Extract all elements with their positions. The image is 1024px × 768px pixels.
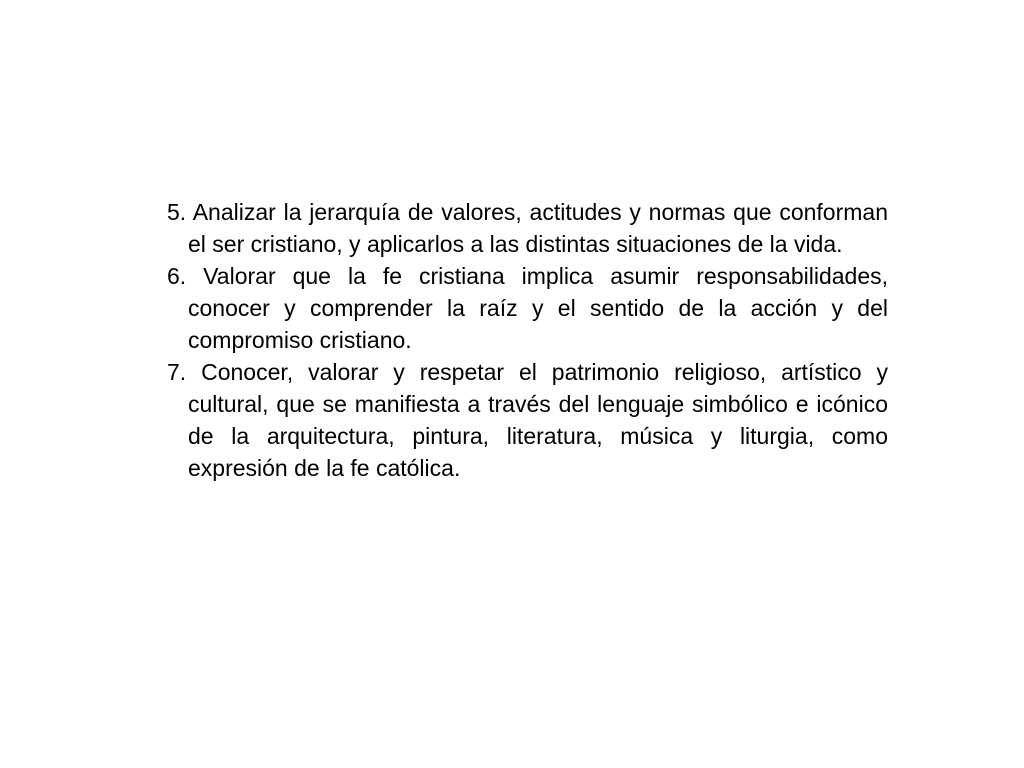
objectives-list	[167, 196, 888, 484]
objective-item-5: 5. Analizar la jerarquía de valores, actitudes y normas que conforman el ser cristiano, y aplicarlos a las distintas situaciones de la vida.	[167, 199, 888, 257]
objective-item-6: 6. Valorar que la fe cristiana implica asumir responsabilidades, conocer y comprender la raíz y el sentido de la acción y del compromiso cristiano.	[167, 263, 888, 353]
objective-item-7: 7. Conocer, valorar y respetar el patrimonio religioso, artístico y cultural, que se manifiesta a través del lenguaje simbólico e icónico de la arquitectura, pintura, literatura, música y liturgia, como expresión de la fe católica.	[167, 359, 888, 481]
